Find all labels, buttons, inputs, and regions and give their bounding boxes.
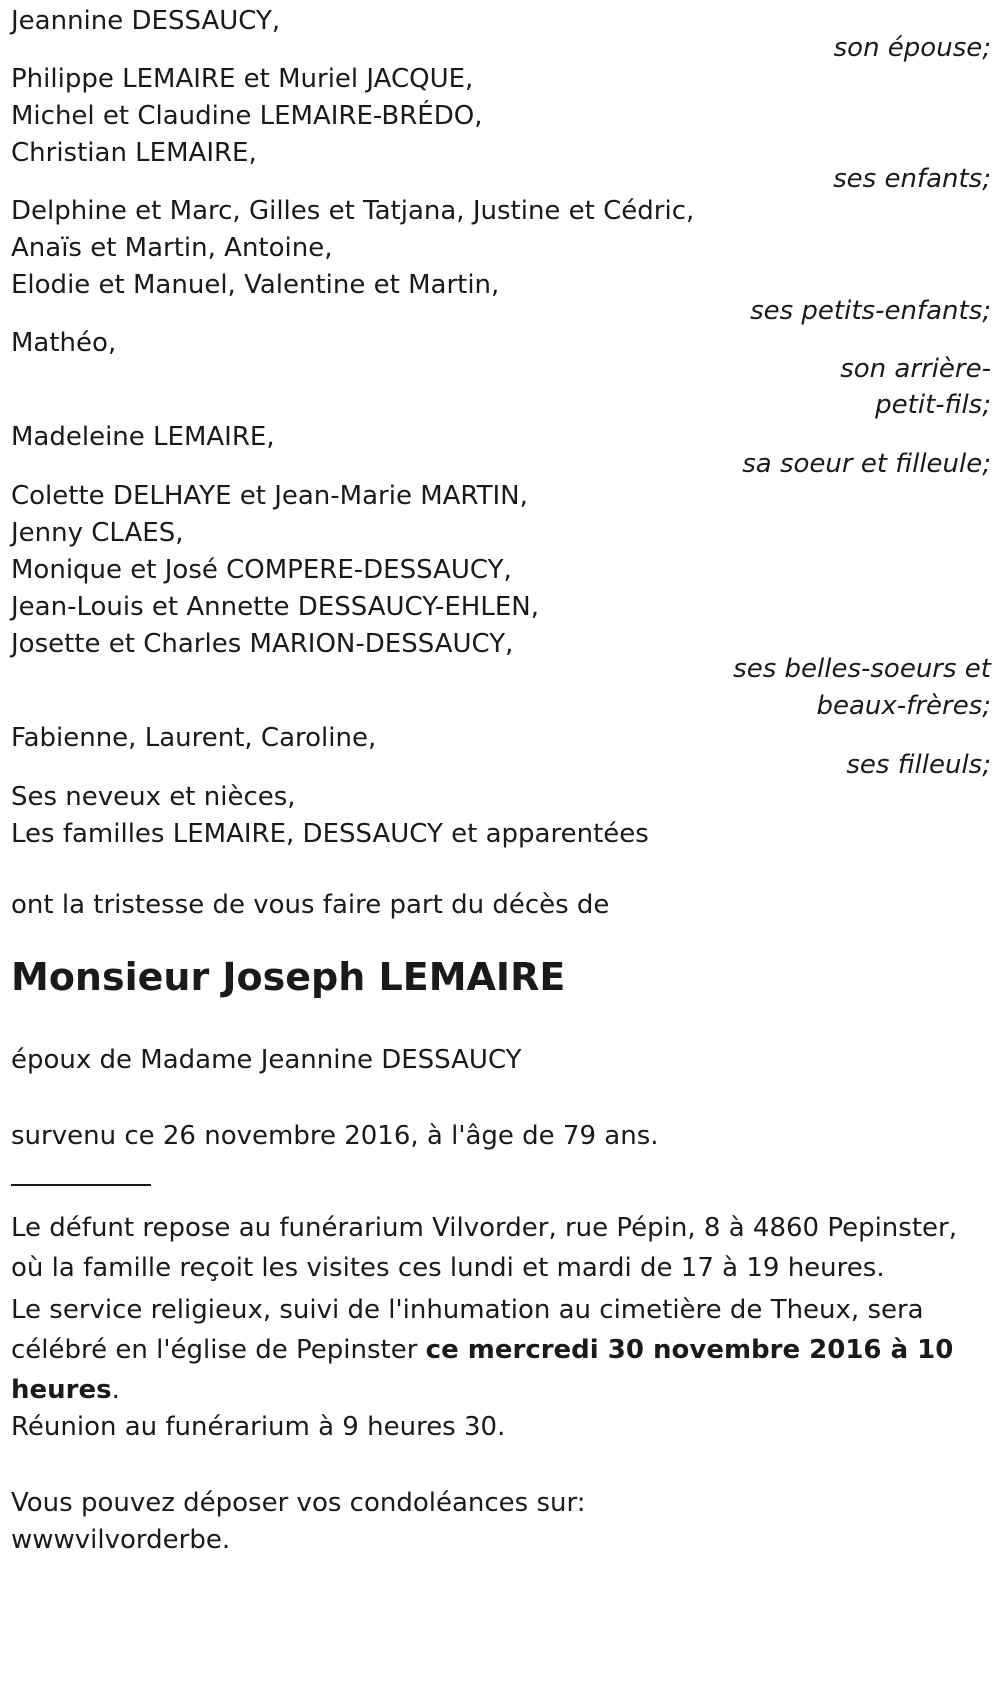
- death-date-line: survenu ce 26 novembre 2016, à l'âge de 79 ans.: [11, 1121, 659, 1151]
- inlaws-relation: beaux-frères;: [816, 691, 991, 721]
- condolences-text: Vous pouvez déposer vos condoléances sur:: [11, 1488, 586, 1518]
- child-name: Christian LEMAIRE,: [11, 138, 257, 168]
- grandchild-names: Anaïs et Martin, Antoine,: [11, 233, 333, 263]
- deceased-name: Monsieur Joseph LEMAIRE: [11, 955, 566, 999]
- reunion-text: Réunion au funérarium à 9 heures 30.: [11, 1412, 506, 1442]
- sister-name: Madeleine LEMAIRE,: [11, 422, 275, 452]
- inlaw-name: Josette et Charles MARION-DESSAUCY,: [11, 629, 514, 659]
- service-end: .: [111, 1375, 120, 1405]
- grandchildren-relation: ses petits-enfants;: [750, 296, 991, 326]
- other-family: Les familles LEMAIRE, DESSAUCY et apparentées: [11, 819, 649, 849]
- sister-relation: sa soeur et filleule;: [742, 449, 991, 479]
- inlaw-name: Colette DELHAYE et Jean-Marie MARTIN,: [11, 481, 528, 511]
- inlaw-name: Monique et José COMPERE-DESSAUCY,: [11, 555, 512, 585]
- grandchild-names: Elodie et Manuel, Valentine et Martin,: [11, 270, 500, 300]
- godchildren-names: Fabienne, Laurent, Caroline,: [11, 723, 377, 753]
- inlaws-relation: ses belles-soeurs et: [733, 654, 991, 684]
- condolences-link[interactable]: wwwvilvorderbe.: [11, 1525, 231, 1555]
- child-name: Michel et Claudine LEMAIRE-BRÉDO,: [11, 101, 483, 131]
- spouse-relation: son épouse;: [833, 33, 991, 63]
- service-paragraph: [11, 1290, 981, 1410]
- greatgrandchild-relation: son arrière-: [840, 354, 991, 384]
- child-name: Philippe LEMAIRE et Muriel JACQUE,: [11, 64, 474, 94]
- grandchild-names: Delphine et Marc, Gilles et Tatjana, Justine et Cédric,: [11, 196, 695, 226]
- divider-line: [11, 1184, 151, 1186]
- greatgrandchild-relation: petit-fils;: [875, 390, 991, 420]
- repose-paragraph: Le défunt repose au funérarium Vilvorder, rue Pépin, 8 à 4860 Pepinster, où la famille reçoit les visites ces lundi et mardi de 17 à 19 heures.: [11, 1213, 957, 1283]
- spouse-line: époux de Madame Jeannine DESSAUCY: [11, 1045, 522, 1075]
- spouse-name: Jeannine DESSAUCY,: [11, 6, 281, 36]
- other-family: Ses neveux et nièces,: [11, 782, 296, 812]
- godchildren-relation: ses filleuls;: [846, 750, 991, 780]
- service-date: ce mercredi 30 novembre 2016 à 10 heures: [11, 1335, 954, 1405]
- service-text: Le service religieux, suivi de l'inhumation au cimetière de Theux, sera célébré en l'église de Pepinster: [11, 1295, 924, 1365]
- inlaw-name: Jean-Louis et Annette DESSAUCY-EHLEN,: [11, 592, 539, 622]
- inlaw-name: Jenny CLAES,: [11, 518, 184, 548]
- greatgrandchild-name: Mathéo,: [11, 328, 117, 358]
- announcement-text: ont la tristesse de vous faire part du décès de: [11, 890, 610, 920]
- children-relation: ses enfants;: [833, 164, 991, 194]
